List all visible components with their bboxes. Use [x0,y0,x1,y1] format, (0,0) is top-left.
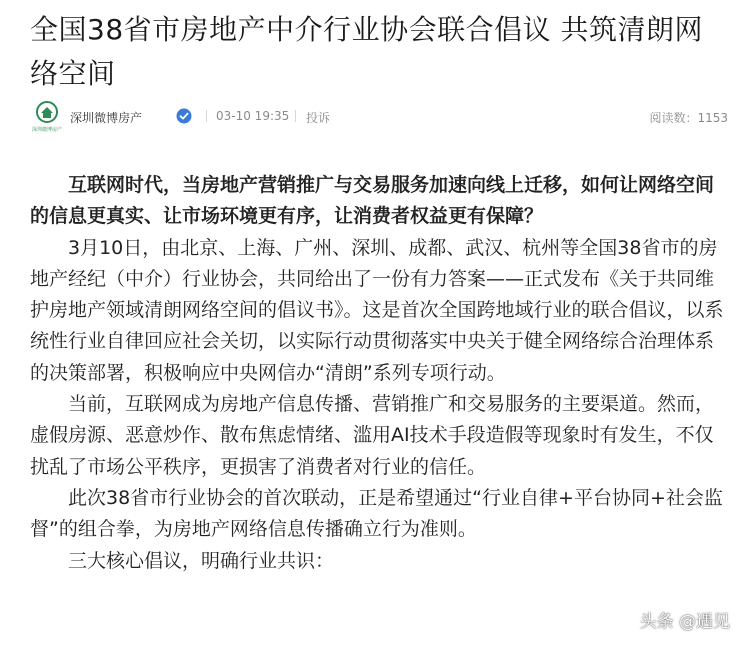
report-link[interactable]: 投诉 [306,111,331,125]
meta-divider [206,110,207,122]
verified-check-icon [176,108,192,124]
article-body [30,170,730,577]
author-name[interactable]: 深圳微博房产 [70,111,143,125]
publish-date: 03-10 19:35 [216,109,290,123]
lead-paragraph: 互联网时代，当房地产营销推广与交易服务加速向线上迁移，如何让网络空间的信息更真实、让市场环境更有序，让消费者权益更有保障？ [30,174,715,228]
read-count: 阅读数：1153 [649,111,728,125]
meta-divider [295,110,296,122]
body-paragraph: 3月10日，由北京、上海、广州、深圳、成都、武汉、杭州等全国38省市的房地产经纪（中介）行业协会，共同给出了一份有力答案——正式发布《关于共同维护房地产领域清朗网络空间的倡议书》。这是首次全国跨地域行业的联合倡议，以系统性行业自律回应社会关切，以实际行动贯彻落实中央关于健全网络综合治理体系的决策部署，积极响应中央网信办“清朗”系列专项行动。 [30,236,724,384]
house-logo-icon[interactable] [30,100,64,134]
body-paragraph: 当前，互联网成为房地产信息传播、营销推广和交易服务的主要渠道。然而，虚假房源、恶意炒作、散布焦虑情绪、滥用AI技术手段造假等现象时有发生，不仅扰乱了市场公平秩序，更损害了消费者对行业的信任。 [30,393,715,478]
article-meta [30,100,730,134]
watermark: 头条 @遇见 [639,612,730,632]
logo-caption: 深圳微博房产 [31,127,63,133]
body-paragraph: 此次38省市行业协会的首次联动，正是希望通过“行业自律+平台协同+社会监督”的组合拳，为房地产网络信息传播确立行为准则。 [30,486,723,541]
article-title: 全国38省市房地产中介行业协会联合倡议 共筑清朗网络空间 [30,13,704,90]
body-paragraph: 三大核心倡议，明确行业共识： [68,549,335,572]
